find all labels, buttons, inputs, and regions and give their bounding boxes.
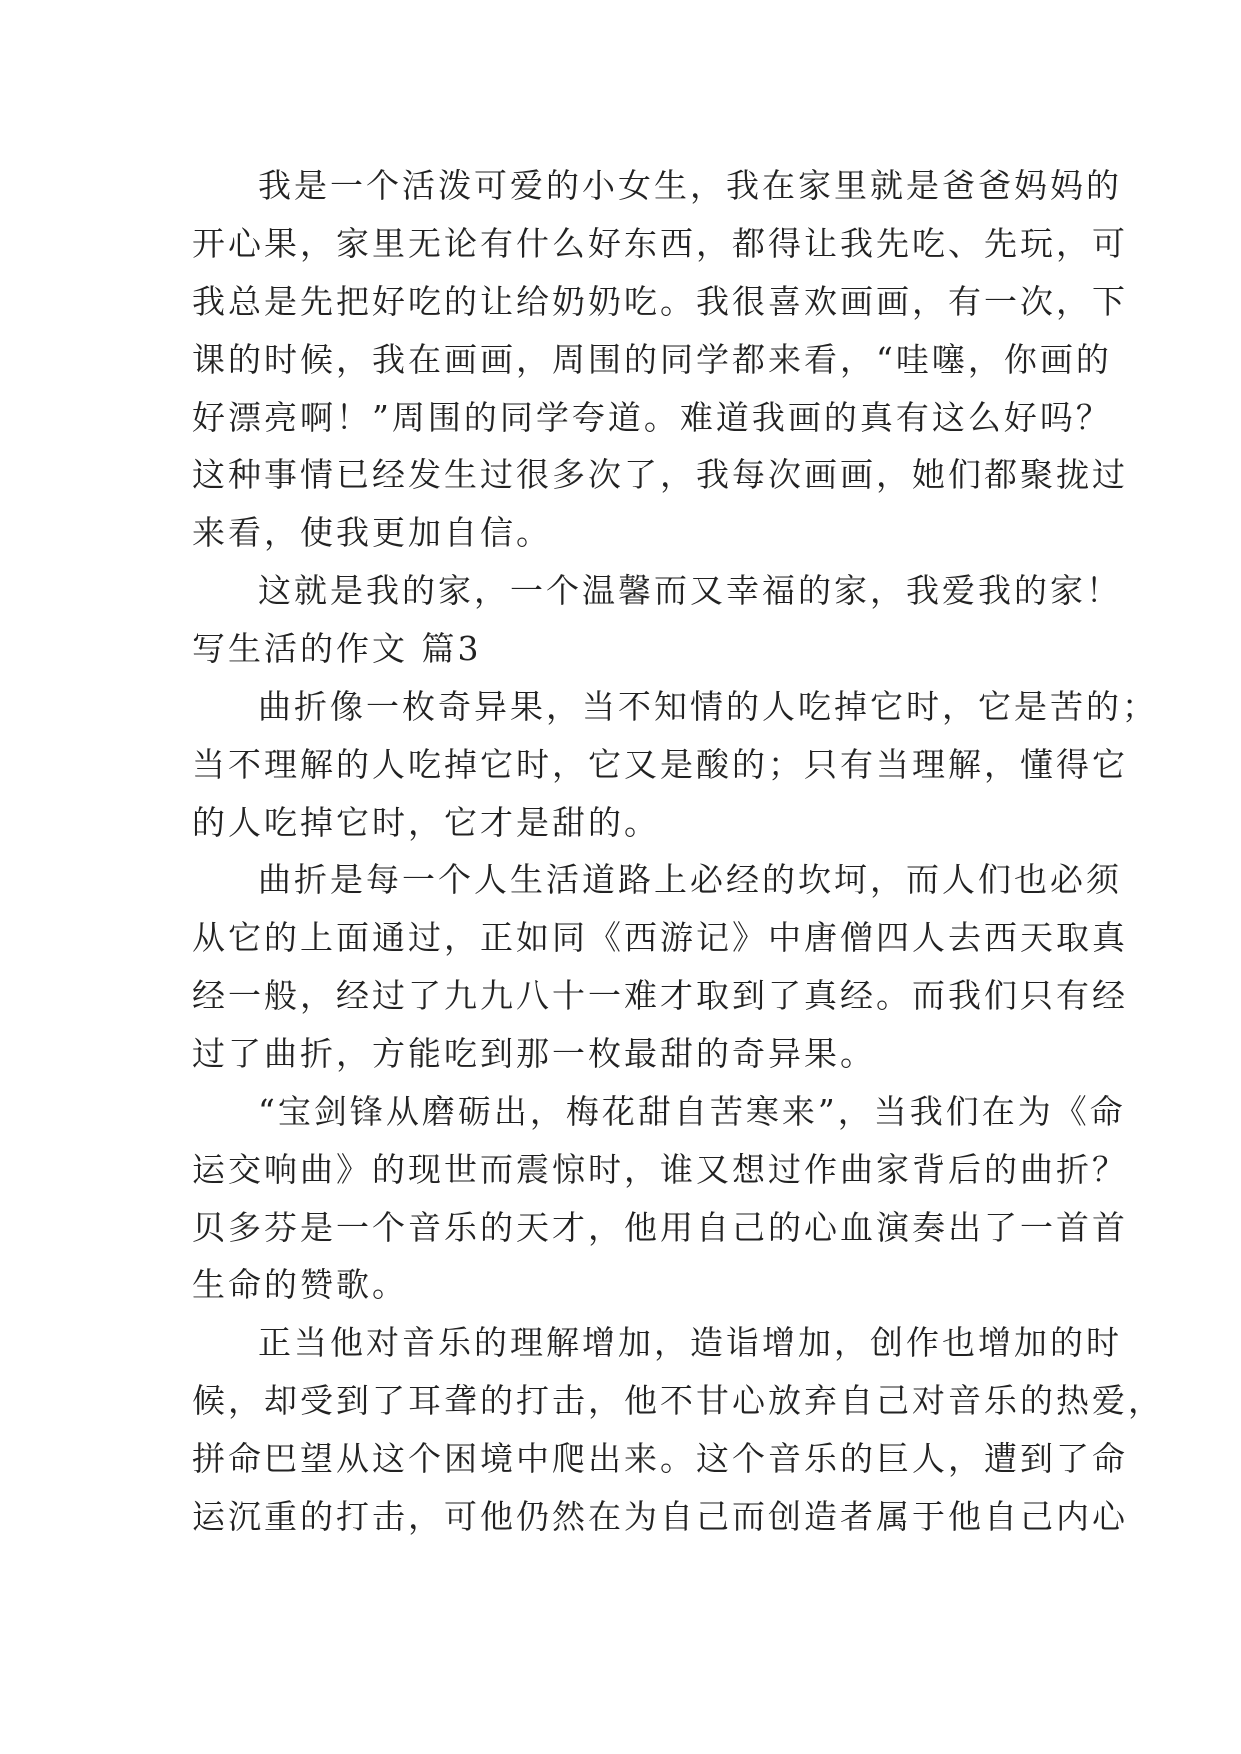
text-line: 我总是先把好吃的让给奶奶吃。我很喜欢画画，有一次，下 [192, 282, 1128, 321]
text-line: 运交响曲》的现世而震惊时，谁又想过作曲家背后的曲折？ [192, 1150, 1128, 1189]
text-line: 运沉重的打击，可他仍然在为自己而创造者属于他自己内心 [192, 1497, 1128, 1536]
text-line: 生命的赞歌。 [192, 1265, 408, 1304]
text-line: 过了曲折，方能吃到那一枚最甜的奇异果。 [192, 1034, 876, 1073]
text-line: 曲折是每一个人生活道路上必经的坎坷，而人们也必须 [258, 860, 1122, 899]
section-heading: 写生活的作文 篇3 [192, 629, 482, 668]
text-line: 当不理解的人吃掉它时，它又是酸的；只有当理解，懂得它 [192, 745, 1128, 784]
text-line: 这种事情已经发生过很多次了，我每次画画，她们都聚拢过 [192, 455, 1128, 494]
text-line: 来看，使我更加自信。 [192, 513, 552, 552]
text-line: 经一般，经过了九九八十一难才取到了真经。而我们只有经 [192, 976, 1128, 1015]
text-line: 贝多芬是一个音乐的天才，他用自己的心血演奏出了一首首 [192, 1208, 1128, 1247]
text-line: 我是一个活泼可爱的小女生，我在家里就是爸爸妈妈的 [258, 166, 1122, 205]
text-line: 好漂亮啊！”周围的同学夸道。难道我画的真有这么好吗？ [192, 398, 1112, 437]
text-line: 曲折像一枚奇异果，当不知情的人吃掉它时，它是苦的； [258, 687, 1158, 726]
text-line: “宝剑锋从磨砺出，梅花甜自苦寒来”，当我们在为《命 [258, 1092, 1126, 1131]
text-line: 候，却受到了耳聋的打击，他不甘心放弃自己对音乐的热爱， [192, 1381, 1164, 1420]
text-line: 课的时候，我在画画，周围的同学都来看，“哇噻，你画的 [192, 340, 1112, 379]
text-line: 正当他对音乐的理解增加，造诣增加，创作也增加的时 [258, 1323, 1122, 1362]
text-line: 的人吃掉它时，它才是甜的。 [192, 803, 660, 842]
text-line: 开心果，家里无论有什么好东西，都得让我先吃、先玩，可 [192, 224, 1128, 263]
text-line: 这就是我的家，一个温馨而又幸福的家，我爱我的家！ [258, 571, 1122, 610]
text-line: 从它的上面通过，正如同《西游记》中唐僧四人去西天取真 [192, 918, 1128, 957]
text-line: 拼命巴望从这个困境中爬出来。这个音乐的巨人，遭到了命 [192, 1439, 1128, 1478]
